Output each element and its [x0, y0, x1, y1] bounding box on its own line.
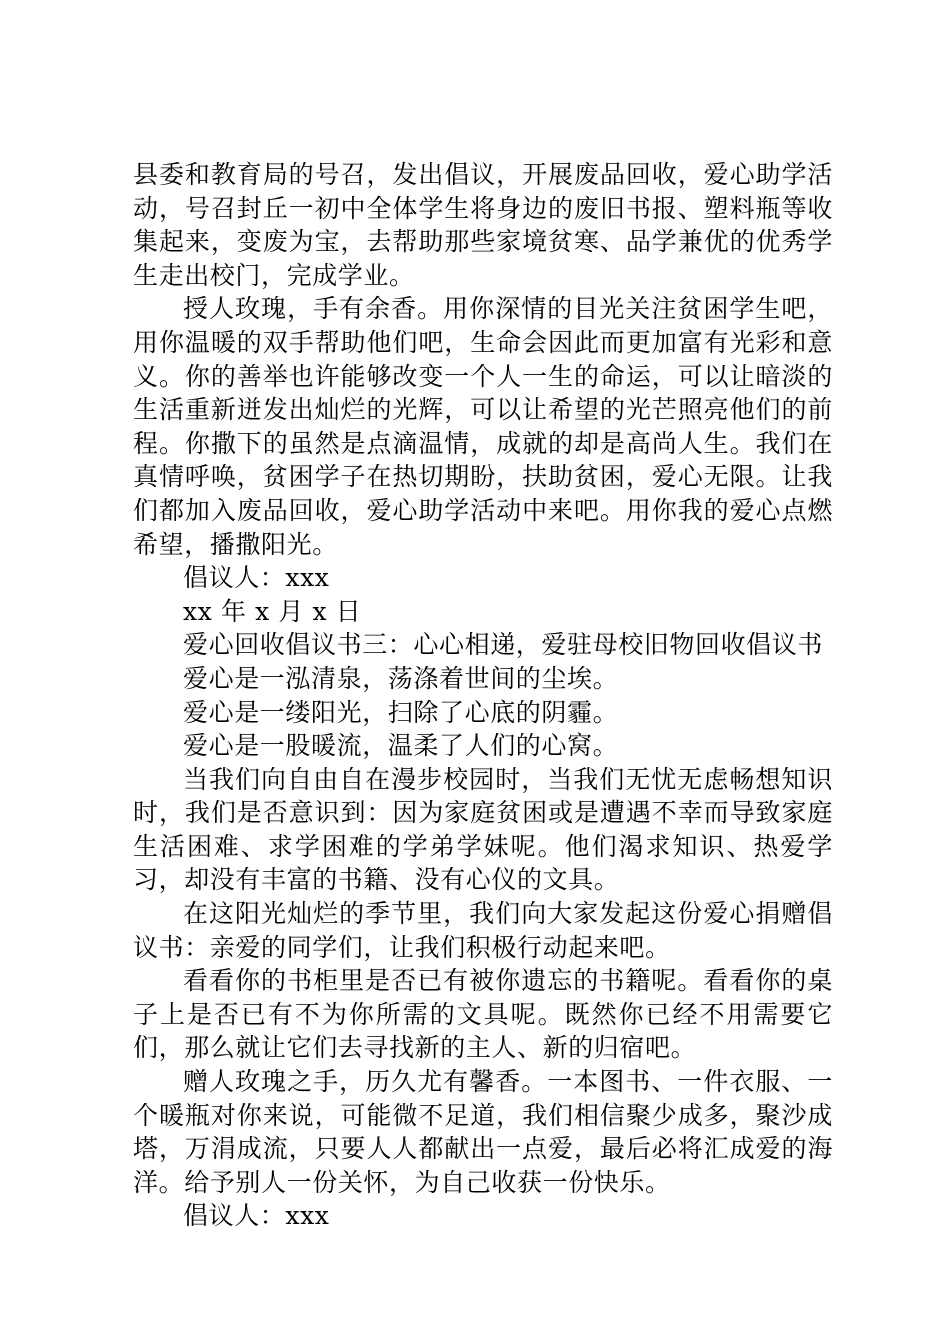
paragraph: 爱心是一股暖流，温柔了人们的心窝。	[183, 731, 619, 761]
signatory-line: 倡议人：xxx	[183, 563, 330, 593]
paragraph: 授人玫瑰，手有余香。用你深情的目光关注贫困学生吧，用你温暖的双手帮助他们吧，生命会因此而更加富有光彩和意义。你的善举也许能够改变一个人一生的命运，可以让暗淡的生活重新迸发出灿烂的光辉，可以让希望的光芒照亮他们的前程。你撒下的虽然是点滴温情，成就的却是高尚人生。我们在真情呼唤，贫困学子在热切期盼，扶助贫困，爱心无限。让我们都加入废品回收，爱心助学活动中来吧。用你我的爱心点燃希望，播撒阳光。	[133, 294, 833, 559]
paragraph: 看看你的书柜里是否已有被你遗忘的书籍呢。看看你的桌子上是否已有不为你所需的文具呢。既然你已经不用需要它们，那么就让它们去寻找新的主人、新的归宿吧。	[133, 966, 833, 1063]
section-heading: 爱心回收倡议书三：心心相递，爱驻母校旧物回收倡议书	[183, 630, 824, 660]
paragraph: 爱心是一缕阳光，扫除了心底的阴霾。	[183, 697, 619, 727]
paragraph: 当我们向自由自在漫步校园时，当我们无忧无虑畅想知识时，我们是否意识到：因为家庭贫困或是遭遇不幸而导致家庭生活困难、求学困难的学弟学妹呢。他们渴求知识、热爱学习，却没有丰富的书籍、没有心仪的文具。	[133, 764, 833, 895]
paragraph: 县委和教育局的号召，发出倡议，开展废品回收，爱心助学活动，号召封丘一初中全体学生将身边的废旧书报、塑料瓶等收集起来，变废为宝，去帮助那些家境贫寒、品学兼优的优秀学生走出校门，完成学业。	[133, 160, 833, 290]
paragraph: 爱心是一泓清泉，荡涤着世间的尘埃。	[183, 663, 619, 693]
document-body	[133, 158, 833, 1233]
paragraph: 在这阳光灿烂的季节里，我们向大家发起这份爱心捐赠倡议书：亲爱的同学们，让我们积极行动起来吧。	[133, 899, 833, 962]
signatory-line: 倡议人：xxx	[183, 1201, 330, 1231]
paragraph: 赠人玫瑰之手，历久尤有馨香。一本图书、一件衣服、一个暖瓶对你来说，可能微不足道，我们相信聚少成多，聚沙成塔，万涓成流，只要人人都献出一点爱，最后必将汇成爱的海洋。给予别人一份关怀，为自己收获一份快乐。	[133, 1067, 833, 1197]
date-line: xx 年 x 月 x 日	[183, 596, 362, 626]
